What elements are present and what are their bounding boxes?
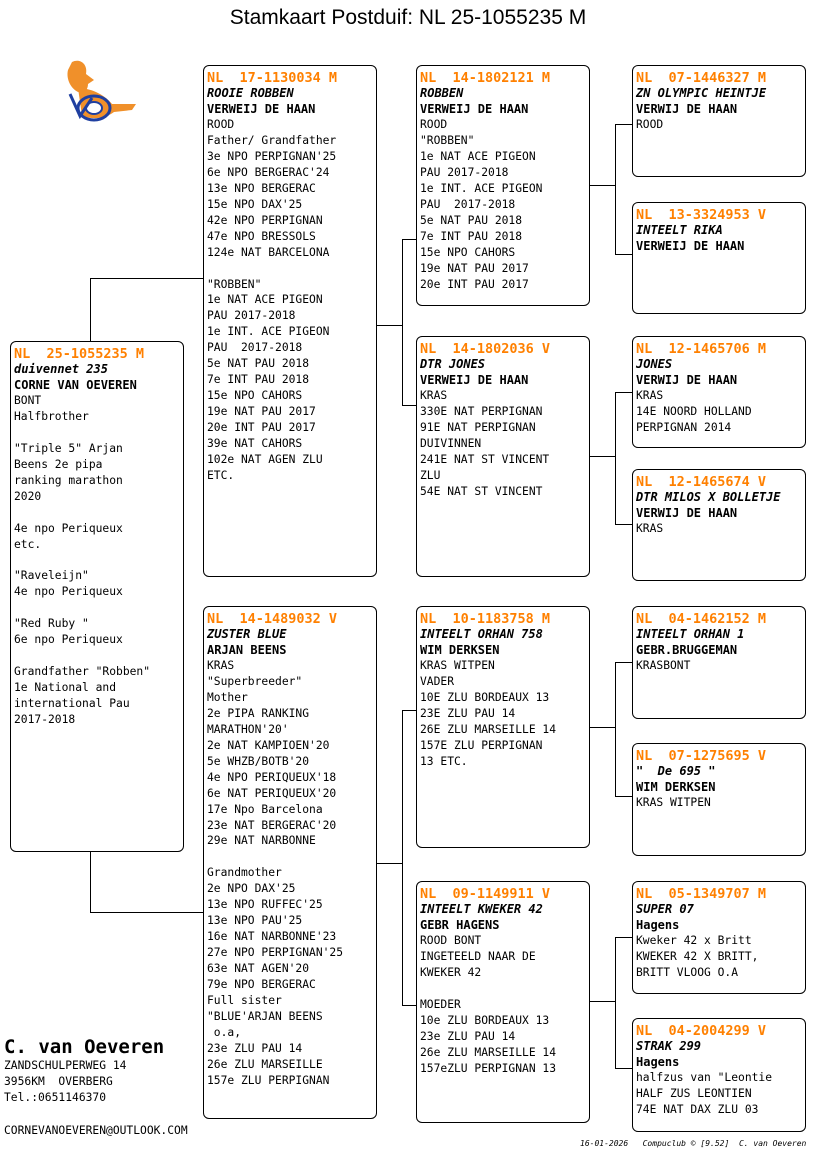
detail-line: Mother (207, 690, 248, 704)
detail-line: KRASBONT (636, 659, 691, 672)
ring-number: NL 07-1275695 V (636, 748, 767, 764)
detail-line: INGETEELD NAAR DE (420, 949, 536, 963)
owner-name: ARJAN BEENS (207, 643, 287, 657)
detail-line: KRAS (207, 659, 235, 672)
breeder-email[interactable]: CORNEVANOEVEREN@OUTLOOK.COM (4, 1124, 188, 1137)
detail-line: 241E NAT ST VINCENT (420, 452, 550, 466)
detail-line: 157e ZLU PERPIGNAN (207, 1073, 330, 1087)
detail-line: Full sister (207, 994, 282, 1007)
ring-number: NL 04-1462152 M (636, 611, 767, 627)
detail-line: 15e NPO DAX'25 (207, 197, 303, 211)
ring-number: NL 04-2004299 V (636, 1023, 767, 1039)
detail-line: Beens 2e pipa (14, 457, 103, 471)
pigeon-details (420, 658, 586, 770)
connector-line (90, 278, 204, 279)
ring-number: NL 13-3324953 V (636, 207, 767, 223)
detail-line: 13 ETC. (420, 754, 468, 768)
breeder-phone: Tel.:0651146370 (4, 1091, 107, 1104)
detail-line: "Red Ruby " (14, 617, 89, 631)
pigeon-details (636, 388, 802, 436)
pigeon-card-fff[interactable] (632, 65, 806, 177)
connector-line (589, 185, 616, 186)
connector-line (615, 796, 633, 797)
connector-line (402, 405, 417, 406)
detail-line: 54E NAT ST VINCENT (420, 484, 543, 498)
detail-line: ETC. (207, 468, 235, 482)
owner-name: CORNE VAN OEVEREN (14, 378, 137, 392)
pigeon-name: DTR MILOS X BOLLETJE (636, 490, 781, 504)
ring-number: NL 14-1802121 M (420, 70, 551, 86)
breeder-address: ZANDSCHULPERWEG 14 (4, 1059, 127, 1072)
detail-line: 13e NPO BERGERAC (207, 181, 316, 195)
detail-line (420, 981, 586, 997)
pigeon-name: " De 695 " (636, 764, 716, 778)
detail-line: 1e NAT ACE PIGEON (420, 149, 536, 163)
pigeon-card-father-mother[interactable] (416, 336, 590, 577)
detail-line: 4e npo Periqueux (14, 585, 123, 599)
pigeon-details (636, 658, 802, 674)
detail-line: etc. (14, 537, 42, 551)
detail-line: 23e ZLU PAU 14 (420, 1029, 516, 1043)
connector-line (615, 254, 633, 255)
detail-line: "Superbreeder" (207, 674, 303, 688)
detail-line: 10e ZLU BORDEAUX 13 (420, 1013, 550, 1027)
detail-line: 5e NAT PAU 2018 (207, 357, 310, 371)
pigeon-details (636, 117, 802, 133)
detail-line: 4e npo Periqueux (14, 521, 123, 535)
detail-line: 1e National and (14, 681, 117, 695)
connector-line (402, 239, 417, 240)
detail-line: "ROBBEN" (420, 133, 475, 147)
pigeon-name: ZUSTER BLUE (207, 627, 287, 641)
pigeon-card-mother[interactable] (203, 606, 377, 1119)
detail-line: 2e PIPA RANKING (207, 706, 310, 720)
detail-line: BRITT VLOOG O.A (636, 965, 739, 979)
detail-line: 19e NAT PAU 2017 (207, 405, 316, 419)
breeder-info (4, 1036, 164, 1106)
owner-name: VERWIJ DE HAAN (636, 506, 738, 520)
detail-line: 15e NPO CAHORS (420, 245, 516, 259)
detail-line: 13e NPO RUFFEC'25 (207, 898, 323, 912)
owner-name: VERWEIJ DE HAAN (207, 102, 316, 116)
detail-line (14, 505, 180, 521)
detail-line: KRAS (420, 389, 448, 402)
connector-line (402, 1005, 417, 1006)
detail-line: 26E ZLU MARSEILLE 14 (420, 722, 557, 736)
pigeon-card-fmm[interactable] (632, 469, 806, 581)
pigeon-name: ROBBEN (420, 86, 464, 100)
detail-line (14, 425, 180, 441)
pigeon-name: duivennet 235 (14, 362, 108, 376)
detail-line: 29e NAT NARBONNE (207, 834, 316, 848)
pigeon-card-ffm[interactable] (632, 202, 806, 314)
connector-line (615, 937, 616, 1068)
connector-line (615, 124, 616, 254)
detail-line: 79e NPO BERGERAC (207, 978, 316, 992)
detail-line: MARATHON'20' (207, 722, 289, 736)
detail-line: halfzus van "Leontie (636, 1071, 773, 1084)
connector-line (615, 1068, 633, 1069)
detail-line: ROOD (636, 118, 664, 131)
detail-line: KRAS (636, 522, 664, 535)
pigeon-name: INTEELT RIKA (636, 223, 723, 237)
detail-line: Grandfather "Robben" (14, 665, 151, 679)
pigeon-details (14, 393, 180, 728)
detail-line: "BLUE'ARJAN BEENS (207, 1009, 323, 1023)
detail-line: 13e NPO PAU'25 (207, 914, 303, 928)
pigeon-card-mother-mother[interactable] (416, 881, 590, 1123)
detail-line: 6e npo Periqueux (14, 633, 123, 647)
pigeon-name: ZN OLYMPIC HEINTJE (636, 86, 767, 100)
detail-line: PERPIGNAN 2014 (636, 420, 732, 434)
owner-name: VERWIJ DE HAAN (636, 102, 738, 116)
pigeon-details (636, 933, 802, 981)
pigeon-name: ROOIE ROBBEN (207, 86, 294, 100)
owner-name: GEBR.BRUGGEMAN (636, 643, 738, 657)
detail-line: KWEKER 42 X BRITT, (636, 949, 759, 963)
detail-line: PAU 2017-2018 (420, 197, 516, 211)
detail-line: 7e INT PAU 2018 (207, 373, 310, 387)
pigeon-details (420, 388, 586, 500)
detail-line: 23e ZLU PAU 14 (207, 1041, 303, 1055)
detail-line: KRAS (636, 389, 664, 402)
connector-line (90, 912, 204, 913)
connector-line (90, 851, 91, 912)
owner-name: VERWEIJ DE HAAN (420, 373, 529, 387)
pigeon-name: INTEELT ORHAN 758 (420, 627, 543, 641)
detail-line: 3e NPO PERPIGNAN'25 (207, 149, 337, 163)
detail-line: 39e NAT CAHORS (207, 437, 303, 451)
detail-line: KRAS WITPEN (636, 796, 711, 809)
detail-line: "Raveleijn" (14, 569, 89, 583)
ring-number: NL 10-1183758 M (420, 611, 551, 627)
detail-line (207, 261, 373, 277)
detail-line (14, 600, 180, 616)
detail-line: 26e ZLU MARSEILLE 14 (420, 1045, 557, 1059)
detail-line: 1e INT. ACE PIGEON (420, 181, 543, 195)
detail-line: ranking marathon (14, 473, 123, 487)
detail-line: o.a, (207, 1025, 242, 1039)
detail-line: 14E NOORD HOLLAND (636, 404, 752, 418)
detail-line: 10E ZLU BORDEAUX 13 (420, 690, 550, 704)
detail-line: 2e NPO DAX'25 (207, 882, 296, 896)
detail-line: PAU 2017-2018 (420, 165, 509, 179)
page-title: Stamkaart Postduif: NL 25-1055235 M (229, 6, 587, 29)
connector-line (402, 239, 403, 405)
pigeon-details (207, 658, 373, 1089)
connector-line (589, 456, 616, 457)
pigeon-name: DTR JONES (420, 357, 486, 371)
detail-line: 2020 (14, 489, 42, 503)
detail-line: ZLU (420, 468, 441, 482)
detail-line: 157eZLU PERPIGNAN 13 (420, 1061, 557, 1075)
detail-line (14, 648, 180, 664)
pigeon-details (636, 521, 802, 537)
owner-name: GEBR HAGENS (420, 918, 500, 932)
detail-line: 102e NAT AGEN ZLU (207, 453, 323, 466)
detail-line: 47e NPO BRESSOLS (207, 229, 316, 243)
detail-line: 2017-2018 (14, 712, 76, 726)
pigeon-name: SUPER 07 (636, 902, 694, 916)
connector-line (589, 727, 616, 728)
detail-line: 17e Npo Barcelona (207, 802, 323, 816)
connector-line (402, 710, 403, 1005)
ring-number: NL 14-1489032 V (207, 611, 338, 627)
detail-line: 23e NAT BERGERAC'20 (207, 818, 337, 832)
owner-name: VERWIJ DE HAAN (636, 373, 738, 387)
detail-line: 20e INT PAU 2017 (207, 421, 316, 435)
pigeon-card-mfm[interactable] (632, 743, 806, 856)
ring-number: NL 07-1446327 M (636, 70, 767, 86)
connector-line (615, 392, 616, 524)
ring-number: NL 25-1055235 M (14, 346, 145, 362)
detail-line: DUIVINNEN (420, 436, 482, 450)
pigeon-card-mmf[interactable] (632, 881, 806, 994)
owner-name: WIM DERKSEN (420, 643, 500, 657)
ring-number: NL 09-1149911 V (420, 886, 551, 902)
detail-line: 20e INT PAU 2017 (420, 277, 529, 291)
ring-number: NL 05-1349707 M (636, 886, 767, 902)
owner-name: WIM DERKSEN (636, 780, 716, 794)
pigeon-card-father-father[interactable] (416, 65, 590, 306)
pigeon-details (207, 117, 373, 484)
pigeon-name: JONES (636, 357, 673, 371)
detail-line (14, 553, 180, 569)
pigeon-details (636, 795, 802, 811)
detail-line: 26e ZLU MARSEILLE (207, 1057, 323, 1071)
detail-line: MOEDER (420, 997, 461, 1011)
pigeon-card-mmm[interactable] (632, 1018, 806, 1132)
detail-line: ROOD (207, 118, 235, 131)
pigeon-card-fmf[interactable] (632, 336, 806, 448)
detail-line (207, 849, 373, 865)
detail-line: 16e NAT NARBONNE'23 (207, 930, 337, 944)
detail-line: international Pau (14, 697, 130, 711)
detail-line: HALF ZUS LEONTIEN (636, 1086, 752, 1100)
pigeon-name: INTEELT ORHAN 1 (636, 627, 745, 641)
owner-name: VERWEIJ DE HAAN (636, 239, 745, 253)
detail-line: 63e NAT AGEN'20 (207, 962, 310, 976)
pigeon-card-subject[interactable] (10, 341, 184, 852)
detail-line: Grandmother (207, 866, 282, 880)
ring-number: NL 17-1130034 M (207, 70, 338, 86)
detail-line: 6e NPO BERGERAC'24 (207, 165, 330, 179)
connector-line (589, 1001, 616, 1002)
detail-line: ROOD (420, 118, 448, 131)
detail-line: BONT (14, 394, 42, 407)
owner-name: Hagens (636, 1055, 680, 1069)
detail-line: Halfbrother (14, 409, 89, 423)
detail-line: PAU 2017-2018 (207, 309, 296, 323)
detail-line: 4e NPO PERIQUEUX'18 (207, 770, 337, 784)
owner-name: Hagens (636, 918, 680, 932)
pigeon-details (420, 117, 586, 292)
detail-line: 7e INT PAU 2018 (420, 229, 523, 243)
connector-line (615, 937, 633, 938)
detail-line: Father/ Grandfather (207, 133, 337, 147)
ring-number: NL 12-1465674 V (636, 474, 767, 490)
detail-line: 15e NPO CAHORS (207, 389, 303, 403)
connector-line (377, 325, 403, 326)
detail-line: 42e NPO PERPIGNAN (207, 213, 323, 227)
owner-name: VERWEIJ DE HAAN (420, 102, 529, 116)
detail-line: 1e NAT ACE PIGEON (207, 293, 323, 307)
breeder-name: C. van Oeveren (4, 1036, 165, 1058)
connector-line (615, 392, 633, 393)
detail-line: 74E NAT DAX ZLU 03 (636, 1102, 759, 1116)
detail-line: 27e NPO PERPIGNAN'25 (207, 946, 344, 960)
connector-line (615, 662, 633, 663)
breeder-postcode: 3956KM OVERBERG (4, 1075, 113, 1088)
connector-line (402, 710, 417, 711)
detail-line: 91E NAT PERPIGNAN (420, 420, 536, 434)
connector-line (615, 662, 616, 796)
detail-line: "ROBBEN" (207, 277, 262, 291)
pigeon-details (420, 933, 586, 1077)
detail-line: 1e INT. ACE PIGEON (207, 325, 330, 339)
detail-line: VADER (420, 674, 455, 688)
pigeon-details (636, 1070, 802, 1118)
connector-line (90, 278, 91, 341)
detail-line: 5e WHZB/BOTB'20 (207, 754, 310, 768)
detail-line: 19e NAT PAU 2017 (420, 261, 529, 275)
footer-credit: 16-01-2026 Compuclub © [9.52] C. van Oeveren (580, 1139, 807, 1148)
detail-line: PAU 2017-2018 (207, 341, 303, 355)
connector-line (615, 524, 633, 525)
detail-line: 330E NAT PERPIGNAN (420, 404, 543, 418)
detail-line: KWEKER 42 (420, 965, 482, 979)
pigeon-card-father[interactable] (203, 65, 377, 577)
pigeon-name: INTEELT KWEKER 42 (420, 902, 543, 916)
connector-line (615, 124, 633, 125)
pigeon-name: STRAK 299 (636, 1039, 702, 1053)
detail-line: 157E ZLU PERPIGNAN (420, 738, 543, 752)
pigeon-card-mff[interactable] (632, 606, 806, 719)
detail-line: ROOD BONT (420, 934, 482, 947)
detail-line: 124e NAT BARCELONA (207, 245, 330, 259)
detail-line: KRAS WITPEN (420, 659, 495, 672)
detail-line: "Triple 5" Arjan (14, 441, 123, 455)
detail-line: 23E ZLU PAU 14 (420, 706, 516, 720)
detail-line: 6e NAT PERIQUEUX'20 (207, 786, 337, 800)
ring-number: NL 12-1465706 M (636, 341, 767, 357)
connector-line (377, 863, 403, 864)
detail-line: Kweker 42 x Britt (636, 934, 752, 947)
pigeon-card-mother-father[interactable] (416, 606, 590, 848)
detail-line: 5e NAT PAU 2018 (420, 213, 523, 227)
club-logo-icon (58, 58, 140, 130)
detail-line: 2e NAT KAMPIOEN'20 (207, 738, 330, 752)
ring-number: NL 14-1802036 V (420, 341, 551, 357)
